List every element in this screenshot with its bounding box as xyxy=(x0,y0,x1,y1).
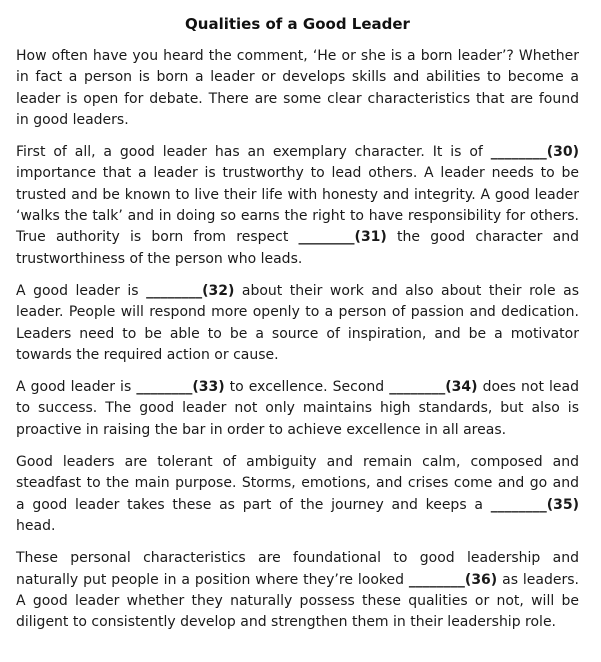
paragraph-text: A good leader is xyxy=(16,379,137,396)
answer-blank[interactable]: ________(32) xyxy=(146,282,235,299)
paragraph-text: the good character and trustworthiness of the person who leads. xyxy=(16,229,579,267)
answer-blank[interactable]: ________(30) xyxy=(490,144,579,161)
paragraph-text: importance that a leader is trustworthy to lead others. A leader needs to be trusted and be known to live their life with honesty and integrity. A good leader ‘walks the talk’ and in doing so earns the right to have responsibility for others. True authority is born from respect xyxy=(16,165,579,246)
answer-blank[interactable]: ________(34) xyxy=(389,379,478,396)
document-title: Qualities of a Good Leader xyxy=(185,15,410,33)
answer-blank[interactable]: ________(31) xyxy=(298,229,387,246)
paragraph-2 xyxy=(16,142,579,270)
paragraph-3 xyxy=(16,281,579,366)
paragraph-5 xyxy=(16,452,579,537)
paragraph-text: to excellence. Second xyxy=(224,379,390,396)
paragraph-text: A good leader is xyxy=(16,282,147,299)
paragraph-text: head. xyxy=(16,517,56,534)
paragraph-1 xyxy=(16,46,579,131)
answer-blank[interactable]: ________(33) xyxy=(136,379,225,396)
paragraph-text: Good leaders are tolerant of ambiguity and remain calm, composed and steadfast to the main purpose. Storms, emotions, and crises come and go and a good leader takes these as part of the journey and keeps a xyxy=(16,454,579,513)
paragraph-6 xyxy=(16,548,579,633)
paragraph-text: about their work and also about their role as leader. People will respond more openly to a person of passion and dedication. Leaders need to be able to be a source of inspiration, and be a motivator towards the required action or cause. xyxy=(16,282,579,363)
paragraph-4 xyxy=(16,377,579,441)
paragraph-text: First of all, a good leader has an exemplary character. It is of xyxy=(16,144,491,161)
answer-blank[interactable]: ________(36) xyxy=(408,571,498,588)
paragraph-text: does not lead to success. The good leader not only maintains high standards, but also is proactive in raising the bar in order to achieve excellence in all areas. xyxy=(16,379,580,438)
paragraph-text: as leaders. A good leader whether they naturally possess these qualities or not, will be diligent to consistently develop and strengthen them in their leadership role. xyxy=(16,571,580,631)
paragraph-text: These personal characteristics are foundational to good leadership and naturally put people in a position where they’re looked xyxy=(16,550,579,588)
answer-blank[interactable]: ________(35) xyxy=(490,496,579,513)
paragraph-text: How often have you heard the comment, ‘He or she is a born leader’? Whether in fact a person is born a leader or develops skills and abilities to become a leader is open for debate. There are some clear characteristics that are found in good leaders. xyxy=(16,48,579,128)
document-body xyxy=(16,46,579,633)
